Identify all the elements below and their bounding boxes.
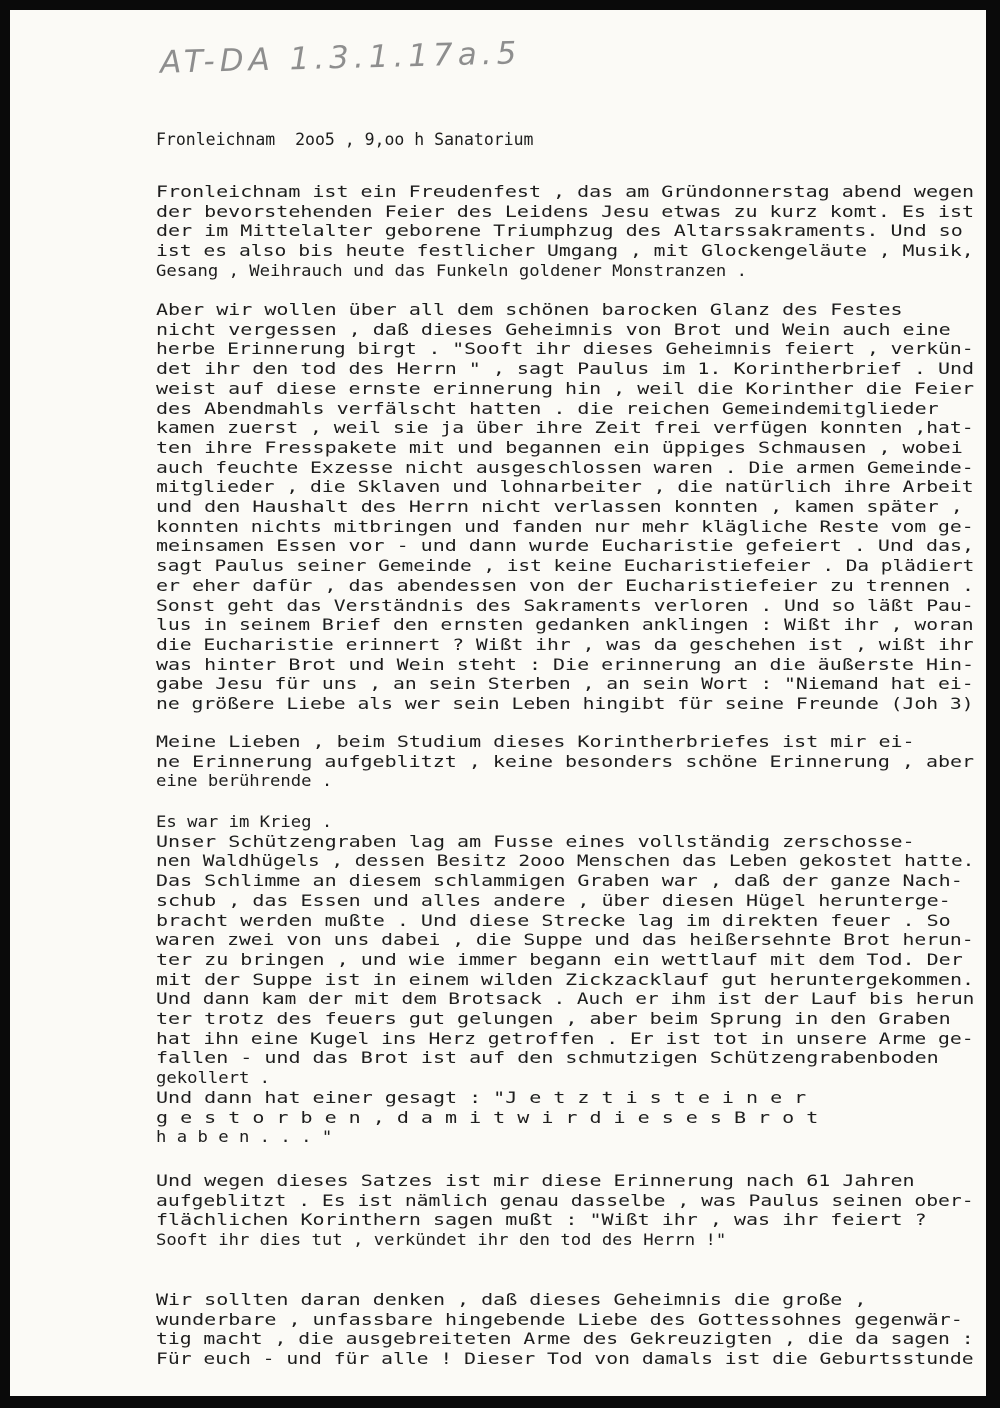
- text-line: Fronleichnam ist ein Freudenfest , das am Gründonnerstag abend wegen: [156, 182, 975, 201]
- document-body: [10, 10, 986, 1396]
- text-line: Meine Lieben , beim Studium dieses Korintherbriefes ist mir ei-: [156, 732, 915, 751]
- text-line: ne größere Liebe als wer sein Leben hingibt für seine Freunde (Joh 3): [156, 694, 974, 713]
- text-line: ter zu bringen , und wie immer begann ein wettlauf mit dem Tod. Der: [156, 949, 963, 969]
- text-line: meinsamen Essen vor - und dann wurde Eucharistie gefeiert . Und das,: [156, 536, 975, 556]
- text-line: Wir sollten daran denken , daß dieses Geheimnis die große ,: [156, 1290, 867, 1309]
- text-line: schub , das Essen und alles andere , über diesen Hügel herunterge-: [156, 890, 951, 910]
- text-line: Das Schlimme an diesem schlammigen Graben war , daß der ganze Nach-: [156, 871, 963, 891]
- text-line: Und dann hat einer gesagt : "J e t z t i s t e i n e r: [156, 1087, 807, 1107]
- text-line: der im Mittelalter geborene Triumphzug des Altarssakraments. Und so: [156, 221, 963, 241]
- text-line: h a b e n . . . ": [156, 1127, 333, 1147]
- text-line: kamen zuerst , weil sie ja über ihre Zeit frei verfügen konnten ,hat-: [156, 418, 974, 438]
- text-line: der bevorstehenden Feier des Leidens Jesu etwas zu kurz komt. Es ist: [156, 201, 975, 221]
- text-line: flächlichen Korinthern sagen mußt : "Wißt ihr , was ihr feiert ?: [156, 1210, 927, 1230]
- text-line: ne Erinnerung aufgeblitzt , keine besonders schöne Erinnerung , aber: [156, 751, 975, 771]
- text-line: ter trotz des feuers gut gelungen , aber beim Sprung in den Graben: [156, 1009, 951, 1028]
- text-line: Es war im Krieg .: [156, 812, 333, 831]
- text-line: herbe Erinnerung birgt . "Sooft ihr dieses Geheimnis feiert , verkün-: [156, 339, 974, 359]
- text-line: er eher dafür , das abendessen von der Eucharistiefeier zu trennen .: [156, 575, 975, 595]
- text-line: ist es also bis heute festlicher Umgang , mit Glockengeläute , Musik,: [156, 241, 974, 261]
- text-line: fallen - und das Brot ist auf den schmutzigen Schützengrabenboden: [156, 1048, 939, 1068]
- text-line: Gesang , Weihrauch und das Funkeln goldener Monstranzen .: [156, 260, 747, 280]
- text-line: Aber wir wollen über all dem schönen barocken Glanz des Festes: [156, 300, 903, 319]
- text-line: des Abendmahls verfälscht hatten . die reichen Gemeindemitglieder: [156, 398, 939, 418]
- text-line: Sooft ihr dies tut , verkündet ihr den tod des Herrn !": [156, 1230, 727, 1250]
- text-line: weist auf diese ernste erinnerung hin , weil die Korinther die Feier: [156, 378, 975, 398]
- text-line: was hinter Brot und Wein steht : Die erinnerung an die äußerste Hin-: [156, 654, 975, 674]
- text-line: g e s t o r b e n , d a m i t w i r d i e s e s B r o t: [156, 1107, 819, 1127]
- text-line: Sonst geht das Verständnis des Sakraments verloren . Und so läßt Pau-: [156, 595, 974, 615]
- text-line: gabe Jesu für uns , an sein Sterben , an sein Wort : "Niemand hat ei-: [156, 674, 974, 694]
- text-line: wunderbare , unfassbare hingebende Liebe des Gottessohnes gegenwär-: [156, 1309, 963, 1329]
- text-line: die Eucharistie erinnert ? Wißt ihr , was da geschehen ist , wißt ihr: [156, 634, 974, 654]
- text-line: eine berührende .: [156, 771, 333, 791]
- text-line: und den Haushalt des Herrn nicht verlassen konnten , kamen später ,: [156, 497, 963, 516]
- text-line: det ihr den tod des Herrn " , sagt Paulus im 1. Korintherbrief . Und: [156, 359, 975, 379]
- text-line: mitglieder , die Sklaven und lohnarbeiter , die natürlich ihre Arbeit: [156, 477, 974, 497]
- text-line: bracht werden mußte . Und diese Strecke lag im direkten feuer . So: [156, 910, 951, 930]
- text-line: auch feuchte Exzesse nicht ausgeschlossen waren . Die armen Gemeinde-: [156, 457, 974, 477]
- text-line: nicht vergessen , daß dieses Geheimnis von Brot und Wein auch eine: [156, 319, 951, 339]
- text-line: Unser Schützengraben lag am Fusse eines vollständig zerschosse-: [156, 831, 915, 851]
- archive-id-stamp: AT-DA 1.3.1.17a.5: [159, 35, 522, 81]
- text-line: waren zwei von uns dabei , die Suppe und das heißersehnte Brot herun-: [156, 930, 974, 950]
- text-line: gekollert .: [156, 1068, 271, 1088]
- text-line: Und wegen dieses Satzes ist mir diese Erinnerung nach 61 Jahren: [156, 1171, 915, 1190]
- text-line: konnten nichts mitbringen und fanden nur mehr klägliche Reste vom ge-: [156, 516, 974, 536]
- text-line: Und dann kam der mit dem Brotsack . Auch er ihm ist der Lauf bis herun: [156, 989, 975, 1009]
- text-line: tig macht , die ausgebreiteten Arme des Gekreuzigten , die da sagen :: [156, 1329, 974, 1349]
- text-line: nen Waldhügels , dessen Besitz 2ooo Menschen das Leben gekostet hatte.: [156, 851, 975, 871]
- text-line: ten ihre Fresspakete mit und begannen ein üppiges Schmausen , wobei: [156, 437, 963, 457]
- text-line: mit der Suppe ist in einem wilden Zickzacklauf gut heruntergekommen.: [156, 969, 975, 989]
- document-title: Fronleichnam 2oo5 , 9,oo h Sanatorium: [156, 130, 534, 149]
- text-line: Für euch - und für alle ! Dieser Tod von damals ist die Geburtsstunde: [156, 1349, 974, 1369]
- document-page: [10, 10, 986, 1396]
- text-line: hat ihn eine Kugel ins Herz getroffen . Er ist tot in unsere Arme ge-: [156, 1028, 974, 1048]
- text-line: sagt Paulus seiner Gemeinde , ist keine Eucharistiefeier . Da plädiert: [156, 556, 975, 576]
- text-line: aufgeblitzt . Es ist nämlich genau dasselbe , was Paulus seinen ober-: [156, 1190, 974, 1210]
- text-line: lus in seinem Brief den ernsten gedanken anklingen : Wißt ihr , woran: [156, 615, 974, 635]
